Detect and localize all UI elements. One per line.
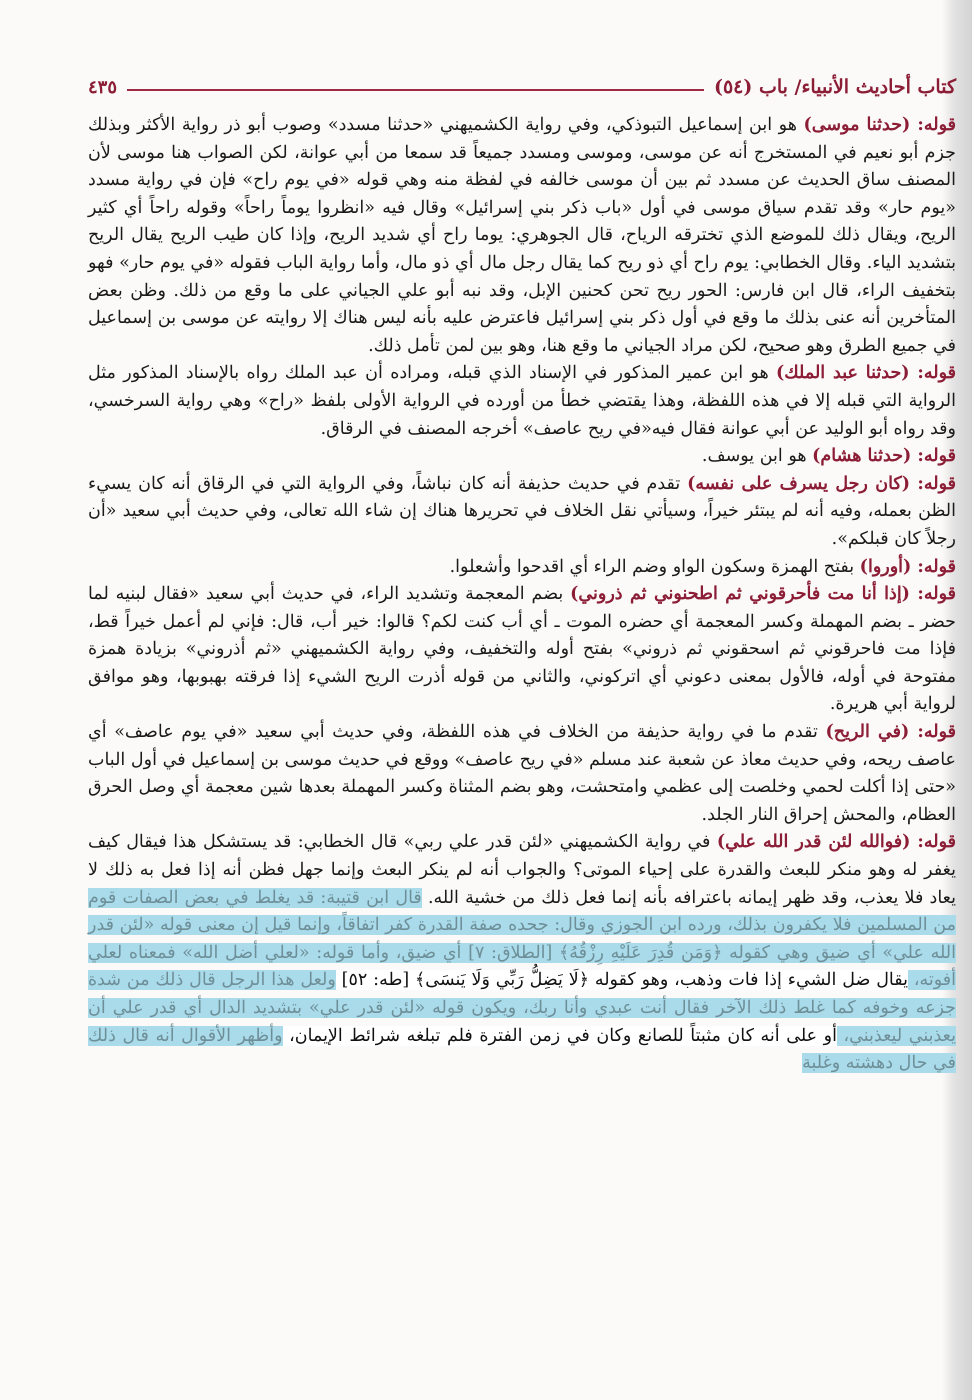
highlighted-text-selection[interactable]: وأظهر الأقوال أنه قال ذلك في حال دهشته وغلبة bbox=[88, 1025, 956, 1074]
commentary-paragraph bbox=[88, 360, 956, 443]
quoted-phrase: (إذا أنا مت فأحرقوني ثم اطحنوني ثم ذروني) bbox=[570, 584, 910, 605]
quoted-phrase: (حدثنا موسى) bbox=[803, 115, 911, 135]
quoted-phrase: (فوالله لئن قدر الله علي) bbox=[716, 832, 911, 853]
quoted-phrase: (حدثنا هشام) bbox=[812, 446, 912, 467]
paragraph-prefix: قوله: bbox=[910, 832, 956, 853]
commentary-paragraph bbox=[88, 581, 956, 719]
highlighted-text-selection[interactable]: قال ابن قتيبة: قد يغلط في بعض الصفات قوم من المسلمين فلا يكفرون بذلك، ورده ابن الجوزي وقال: جحده صفة القدرة كفر اتفاقاً، وإنما قيل إن معنى قوله «لئن قدر الله علي» أي ضيق وهي كقوله ﴿وَمَن قُدِرَ عَلَيْهِ رِزْقُهُ﴾ [الطلاق: ٧] أي ضيق، وأما قوله: «لعلي أضل الله» فمعناه لعلي أفوته، bbox=[88, 887, 956, 991]
highlighted-text-selection[interactable]: ولعل هذا الرجل قال ذلك من شدة جزعه وخوفه كما غلط ذلك الآخر فقال أنت عبدي وأنا ربك، ويكون قوله «لئن قدر علي» بتشديد الدال أي قدر علي أن يعذبني ليعذبني، bbox=[88, 970, 956, 1046]
running-header bbox=[88, 72, 956, 102]
header-rule bbox=[127, 89, 704, 91]
unhighlighted-text-gap: يقال ضل الشيء إذا فات وذهب، وهو كقوله ﴿لَا يَضِلُّ رَبِّي وَلَا يَنسَى﴾ [طه: ٥٢] bbox=[335, 970, 908, 991]
paragraph-prefix: قوله: bbox=[909, 584, 956, 605]
quoted-phrase: (في الريح) bbox=[825, 722, 910, 743]
page-body bbox=[88, 112, 956, 1078]
page-number: ٤٣٥ bbox=[88, 76, 118, 98]
paragraph-prefix: قوله: bbox=[909, 363, 956, 384]
quoted-phrase: (أوروا) bbox=[859, 556, 912, 577]
quoted-phrase: (كان رجل يسرف على نفسه) bbox=[687, 473, 911, 494]
paragraph-text: بضم المعجمة وتشديد الراء، في حديث أبي سعيد «فقال لبنيه لما حضر ـ بضم المهملة وكسر المعجمة أي حضره الموت ـ أي أب كنت لكم؟ قالوا: خير أب، قال: فإني لم أعمل خيراً قط، فإذا مت فاحرقوني ثم اسحقوني ثم ذروني» بفتح أوله والتخفيف، وفي رواية الكشميهني «ثم أذروني» بزيادة همزة مفتوحة في أوله، فالأول بمعنى دعوني أي اتركوني، والثاني من قوله أذرت الريح الشيء إذا فرقته بهبوبها، وهو موافق لرواية أبي هريرة. bbox=[88, 584, 956, 715]
commentary-paragraph bbox=[88, 719, 956, 829]
paragraph-text: هو ابن يوسف. bbox=[701, 446, 813, 467]
quoted-phrase: (حدثنا عبد الملك) bbox=[776, 363, 910, 384]
unhighlighted-text-gap: أو على أنه كان مثبتاً للصانع وكان في زمن الفترة فلم تبلغه شرائط الإيمان، bbox=[282, 1025, 837, 1046]
commentary-paragraph bbox=[88, 554, 956, 582]
paragraph-text: تقدم في حديث حذيفة أنه كان نباشاً، وفي الرواية التي في الرقاق أنه كان يسيء الظن بعمله، وفيه أنه لم يبتئر خيراً، وسيأتي نقل الخلاف في تحريرها هناك إن شاء الله تعالى، وفي حديث أبي سعيد «أن رجلاً كان قبلكم». bbox=[88, 473, 956, 549]
commentary-paragraph bbox=[88, 471, 956, 554]
paragraph-text: هو ابن إسماعيل التبوذكي، وفي رواية الكشميهني «حدثنا مسدد» وصوب أبو ذر رواية الأكثر وبذلك جزم أبو نعيم في المستخرج أنه عن موسى، وموسى ومسدد جميعاً قد سمعا من أبي عوانة، لكن الصواب هنا موسى لأن المصنف ساق الحديث عن مسدد ثم بين أن موسى خالفه في لفظة منه وهي قوله «في يوم راح» فإن في رواية مسدد «يوم حار» وقد تقدم سياق موسى في أول «باب ذكر بني إسرائيل» وقال فيه «انظروا يوماً راحاً» وقوله راحاً أي كثير الريح، ويقال ذلك للموضع الذي تخترقه الرياح، قال الجوهري: يوما راح أي شديد الريح، وإذا كان طيب الريح يقال الريح بتشديد الياء. وقال الخطابي: يوم راح أي ذو ريح كما يقال رجل مال أي ذو مال، وأما رواية الباب فقوله «في يوم حار» فهو بتخفيف الراء، قال ابن فارس: الحور ريح تحن كحنين الإبل، وقد نبه أبو علي الجياني على ما وقع من ذلك. وظن بعض المتأخرين أنه عنى بذلك ما وقع في أول ذكر بني إسرائيل فاعترض عليه بأنه ليس هناك إلا روايته عن موسى بن إسماعيل في جميع الطرق وهو صحيح، لكن مراد الجياني ما وقع هنا، وهو بين لمن تأمل ذلك. bbox=[88, 115, 956, 356]
paragraph-prefix: قوله: bbox=[909, 722, 956, 743]
paragraph-prefix: قوله: bbox=[910, 115, 956, 135]
paragraph-text: بفتح الهمزة وسكون الواو وضم الراء أي اقدحوا وأشعلوا. bbox=[449, 556, 860, 577]
chapter-title: كتاب أحاديث الأنبياء/ باب (٥٤) bbox=[713, 76, 956, 98]
paragraph-text: في رواية الكشميهني «لئن قدر علي ربي» قال الخطابي: قد يستشكل هذا فيقال كيف يغفر له وهو منكر للبعث والقدرة على إحياء الموتى؟ والجواب أنه لم ينكر البعث وإنما جهل فظن أنه إذا فعل به ذلك لا يعاد فلا يعذب، وقد ظهر إيمانه باعترافه بأنه إنما فعل ذلك من خشية الله. bbox=[88, 832, 956, 908]
paragraph-text: هو ابن عمير المذكور في الإسناد الذي قبله، ومراده أن عبد الملك رواه بالإسناد المذكور مثل الرواية التي قبله إلا في هذه اللفظة، وهذا يقتضي خطأ من أورده في الرواية الأولى بلفظ «راح» وهي رواية السرخسي، وقد رواه أبو الوليد عن أبي عوانة فقال فيه«في ريح عاصف» أخرجه المصنف في الرقاق. bbox=[88, 363, 956, 439]
commentary-paragraph-highlighted bbox=[88, 829, 956, 1077]
commentary-paragraph bbox=[88, 112, 956, 360]
commentary-paragraph bbox=[88, 443, 956, 471]
paragraph-prefix: قوله: bbox=[911, 446, 956, 467]
paragraph-prefix: قوله: bbox=[911, 556, 956, 577]
paragraph-prefix: قوله: bbox=[910, 473, 956, 494]
paragraph-text: تقدم ما في رواية حذيفة من الخلاف في هذه اللفظة، وفي حديث أبي سعيد «في يوم عاصف» أي عاصف ريحه، وفي حديث معاذ عن شعبة عند مسلم «في ريح عاصف» ووقع في حديث موسى بن إسماعيل في أول الباب «حتى إذا أكلت لحمي وخلصت إلى عظمي وامتحشت، وهو بضم المثناة وكسر المهملة بعدها شين معجمة أي وصل الحرق العظام، والمحش إحراق النار الجلد. bbox=[88, 722, 956, 825]
